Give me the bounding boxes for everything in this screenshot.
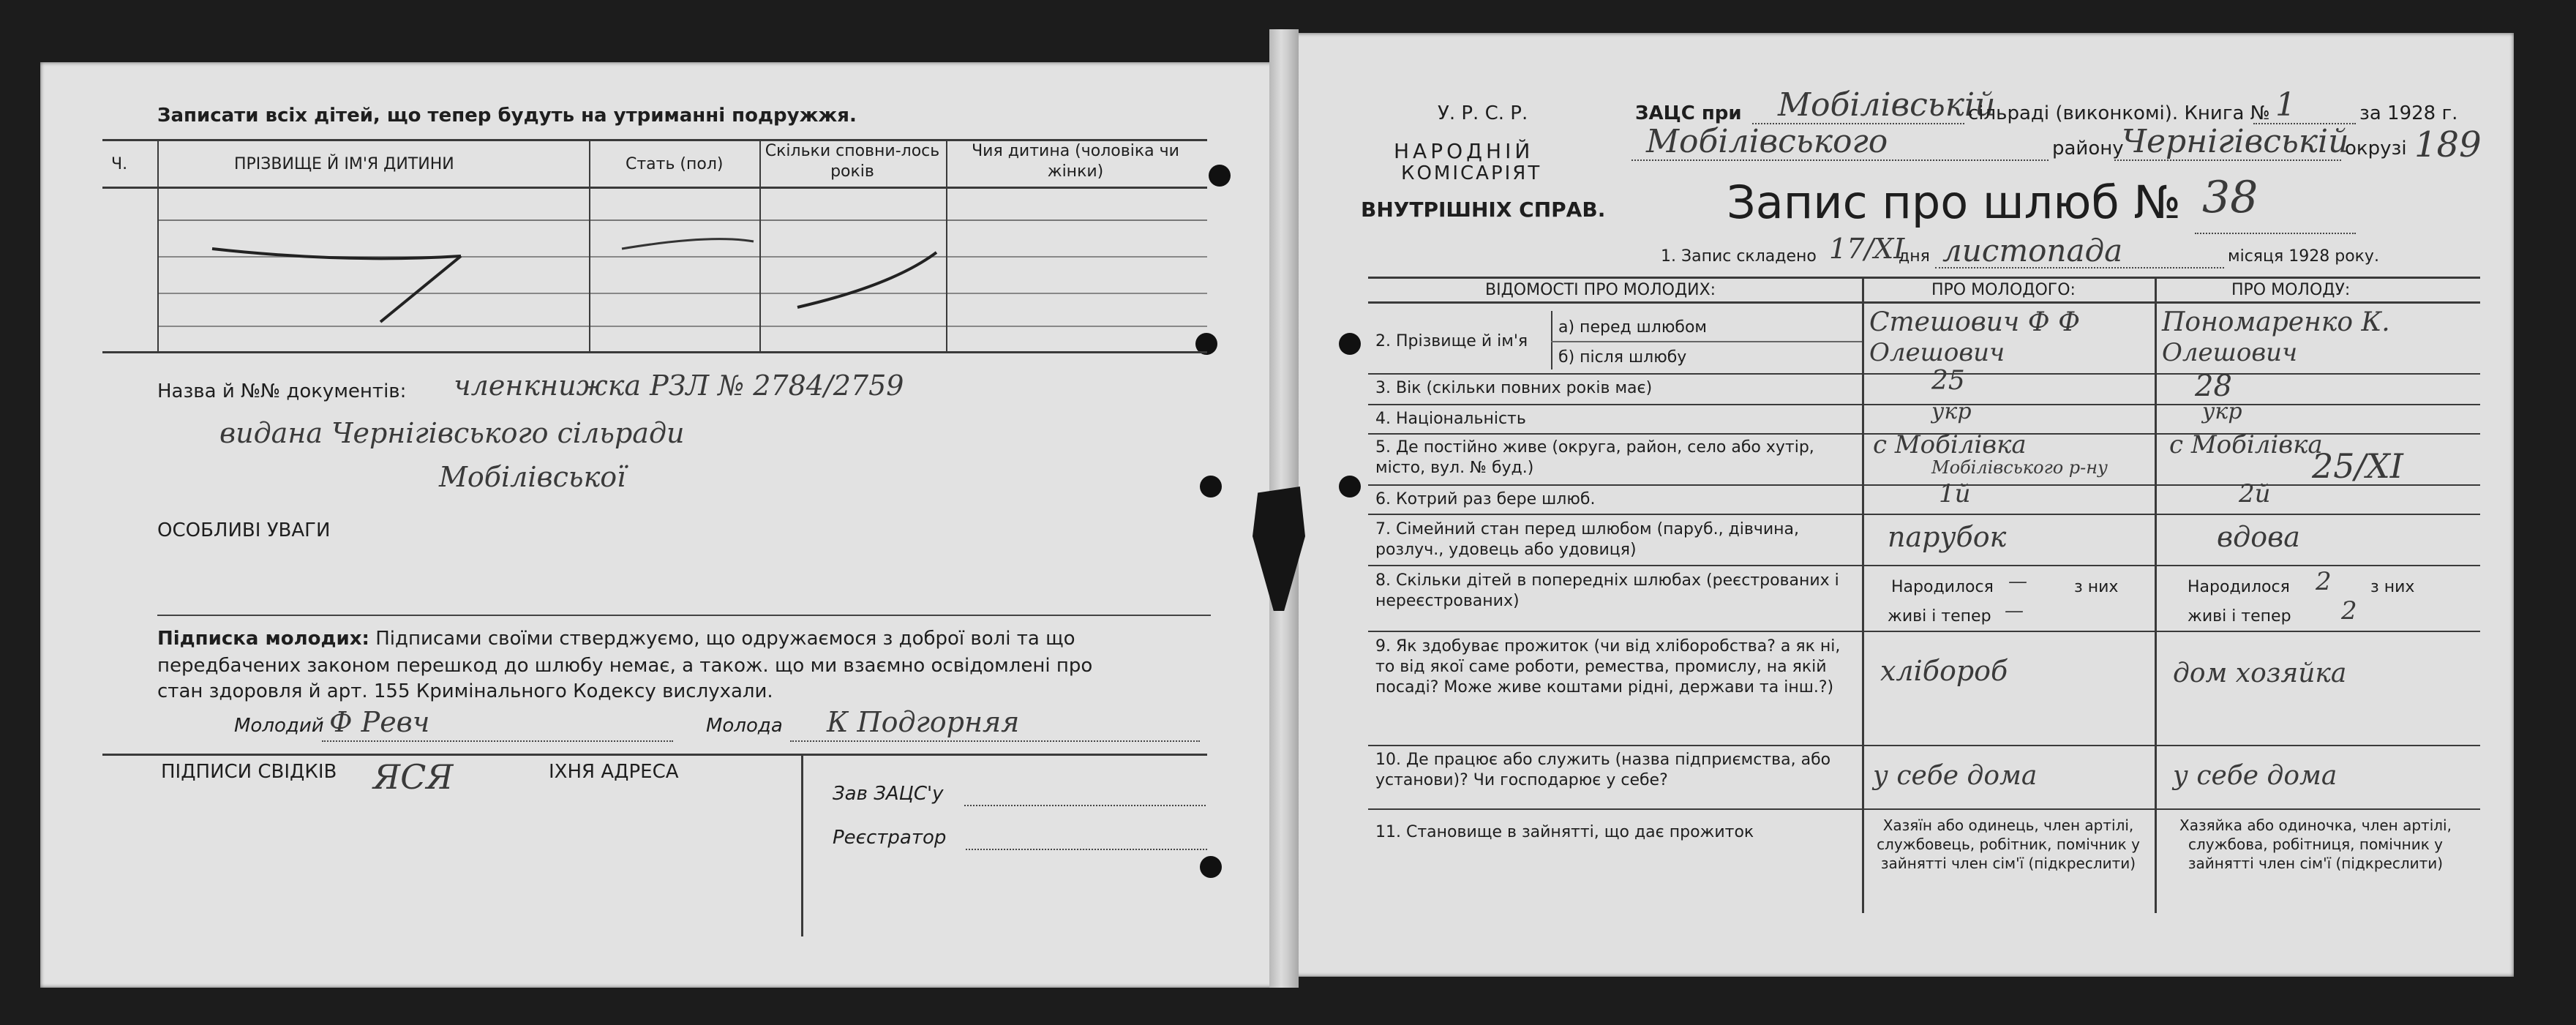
bride-signature: К Подгорняя (827, 706, 1020, 738)
documents-label: Назва й №№ документів: (157, 380, 407, 402)
bride-name-before: Пономаренко К. (2162, 307, 2390, 337)
groom-name-after: Олешович (1869, 338, 2005, 367)
groom-livelihood: хлібороб (1880, 655, 2008, 687)
col-sex: Стать (пол) (626, 155, 724, 173)
row-occupation-label: 11. Становище в зайнятті, що дає прожиток (1375, 823, 1754, 841)
okrug-label: окрузі (2345, 138, 2407, 159)
bride-workplace: у себе дома (2173, 761, 2337, 791)
year-text: за 1928 г. (2359, 102, 2458, 124)
commissariat-3: ВНУТРІШНІХ СПРАВ. (1361, 198, 1606, 222)
margin-note: 25/XI (2312, 446, 2403, 486)
row-children-label: 8. Скільки дітей в попередніх шлюбах (реєстрованих і нереєстрованих) (1375, 571, 1839, 610)
groom-name-before: Стешович Ф Ф (1869, 307, 2080, 337)
row-name-sub-b: б) після шлюбу (1558, 348, 1687, 367)
groom-born-label: Народилося (1891, 578, 1994, 596)
bride-name-after: Олешович (2162, 338, 2298, 367)
commissariat-2: КОМІСАРІЯТ (1401, 162, 1542, 184)
zags-village: Мобілівській (1778, 86, 1996, 124)
date-month: листопада (1942, 233, 2123, 269)
record-number: 38 (2202, 172, 2258, 223)
okrug-value: Чернігівській (2122, 123, 2349, 160)
bride-livelihood: дом хозяйка (2173, 658, 2347, 688)
groom-occupation: Хазяїн або одинець, член артілі, службовець, робітник, помічник у зайнятті член сім'ї (підкреслити) (1877, 816, 2140, 872)
groom-age: 25 (1931, 366, 1965, 396)
documents-value-2: видана Чернігівського сільради (219, 417, 685, 449)
bride-alive-pre: з них (2370, 578, 2415, 596)
groom-alive-value: — (2005, 600, 2024, 622)
binding-hole (1209, 165, 1231, 187)
binding-hole (1339, 476, 1361, 498)
groom-born-value: — (2008, 571, 2027, 593)
declaration-line3: стан здоровля й арт. 155 Кримінального Кодексу вислухали. (157, 680, 773, 702)
bride-residence: с Мобілівка (2169, 430, 2323, 459)
date-suffix: місяця 1928 року. (2228, 247, 2379, 266)
bride-nationality: укр (2202, 399, 2242, 424)
binding-hole (1200, 476, 1222, 498)
address-label: ІХНЯ АДРЕСА (549, 761, 679, 783)
declaration-text-1: Підписами своїми стверджуємо, що одружаємося з доброї волі та що (375, 628, 1075, 650)
ussr-label: У. Р. С. Р. (1438, 102, 1528, 124)
row-workplace-label: 10. Де працює або служить (назва підприємства, або установи)? Чи господарює у себе? (1375, 751, 1831, 789)
binding-hole (1200, 856, 1222, 878)
groom-label: Молодий (234, 715, 324, 737)
district-value: Мобілівського (1646, 123, 1888, 160)
documents-value-1: членкнижка РЗЛ № 2784/2759 (454, 369, 904, 402)
col-groom: ПРО МОЛОДОГО: (1931, 281, 2076, 299)
row-age-label: 3. Вік (скільки повних років має) (1375, 379, 1653, 397)
bride-alive-value: 2 (2341, 596, 2357, 626)
witnesses-label: ПІДПИСИ СВІДКІВ (161, 761, 337, 783)
row-name-sub-a: а) перед шлюбом (1558, 318, 1708, 337)
page-number: 189 (2414, 124, 2482, 165)
bride-occupation: Хазяйка або одиночка, член артілі, службова, робітниця, помічник у зайнятті член сім'ї (підкреслити) (2179, 816, 2452, 872)
declaration-line1 (157, 628, 1075, 650)
book-number: 1 (2275, 86, 2296, 124)
groom-alive-pre: з них (2074, 578, 2119, 596)
documents-value-3: Мобілівської (439, 461, 626, 493)
row-marital-status-label: 7. Сімейний стан перед шлюбом (паруб., дівчина, розлуч., удовець або удовиця) (1375, 520, 1800, 559)
row-residence-label: 5. Де постійно живе (округа, район, село або хутір, місто, вул. № буд.) (1375, 438, 1814, 477)
zags-mid: сільраді (виконкомі). Книга № (1968, 102, 2270, 124)
declaration-heading: Підписка молодих: (157, 628, 369, 650)
row-marriage-count-label: 6. Котрий раз бере шлюб. (1375, 490, 1596, 508)
date-day-label: дня (1899, 247, 1930, 266)
col-whose-child: Чия дитина (чоловіка чи жінки) (972, 142, 1179, 181)
special-notes-label: ОСОБЛИВІ УВАГИ (157, 519, 331, 541)
groom-residence-2: Мобілівського р-ну (1931, 457, 2108, 478)
bride-alive-label: живі і тепер (2188, 607, 2291, 626)
commissariat-1: НАРОДНІЙ (1394, 139, 1534, 163)
date-prefix: 1. Запис складено (1661, 247, 1817, 266)
witnesses-signature: ЯСЯ (373, 757, 454, 797)
bride-marital-status: вдова (2217, 521, 2300, 553)
date-day: 17/XI (1829, 233, 1905, 265)
groom-nationality: укр (1931, 399, 1972, 424)
col-number: Ч. (111, 155, 128, 173)
row-name-label: 2. Прізвище й ім'я (1375, 332, 1528, 350)
bride-marriage-count: 2й (2239, 479, 2271, 508)
bride-age: 28 (2195, 369, 2232, 403)
bride-born-value: 2 (2316, 567, 2332, 596)
bride-label: Молода (706, 715, 783, 737)
groom-signature: Ф Ревч (329, 706, 430, 738)
head-label: Зав ЗАЦС'у (833, 783, 944, 805)
groom-alive-label: живі і тепер (1888, 607, 1991, 626)
groom-marital-status: парубок (1888, 521, 2007, 553)
registrar-label: Реєстратор (833, 827, 947, 849)
bride-born-label: Народилося (2188, 578, 2290, 596)
binding-hole (1339, 333, 1361, 355)
declaration-line2: передбачених законом перешкод до шлюбу немає, а також. що ми взаємно освідомлені про (157, 655, 1093, 677)
row-livelihood-label: 9. Як здобуває прожиток (чи від хліборобства? а як ні, то від якої саме роботи, ремества, промислу, на якій посаді? Може живе коштами рідні, держави та інш.?) (1375, 637, 1841, 697)
district-label: району (2052, 138, 2124, 159)
row-nationality-label: 4. Національність (1375, 410, 1526, 428)
groom-workplace: у себе дома (1873, 761, 2038, 791)
col-info: ВІДОМОСТІ ПРО МОЛОДИХ: (1485, 281, 1716, 299)
record-title (1727, 176, 2181, 229)
col-age: Скільки сповни-лось років (765, 142, 940, 181)
col-child-name: ПРІЗВИЩЕ Й ІМ'Я ДИТИНИ (234, 155, 454, 173)
children-header: Записати всіх дітей, що тепер будуть на утриманні подружжя. (157, 105, 857, 127)
zags-prefix: ЗАЦС при (1635, 102, 1742, 124)
groom-marriage-count: 1й (1939, 479, 1971, 508)
strike-marks (198, 219, 966, 337)
record-title-text: Запис про шлюб № (1727, 176, 2181, 229)
groom-residence: с Мобілівка (1873, 430, 2027, 459)
col-bride: ПРО МОЛОДУ: (2231, 281, 2351, 299)
